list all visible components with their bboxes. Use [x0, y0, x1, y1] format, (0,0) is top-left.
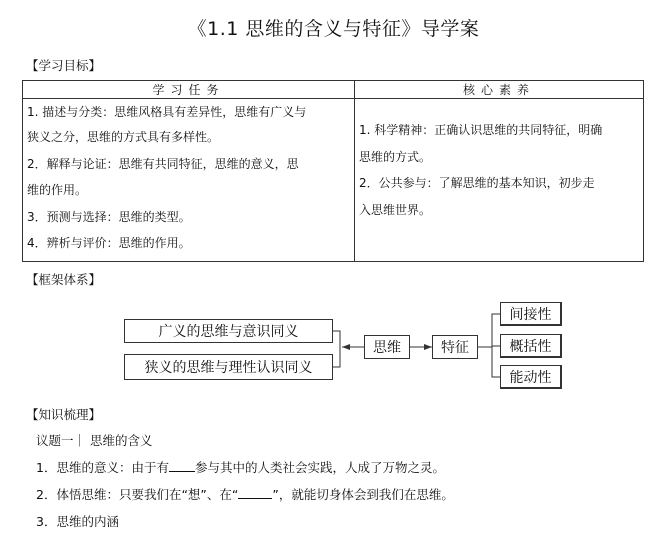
knowledge-item-2: [36, 485, 454, 503]
section-framework-heading: 【框架体系】: [26, 272, 102, 287]
competencies-cell: [355, 99, 644, 262]
broad-definition-box: 广义的思维与意识同义: [124, 319, 333, 343]
feature-general-box: 概括性: [500, 334, 562, 358]
task-line: 1. 描述与分类：思维风格具有差异性，思维有广义与: [27, 105, 307, 119]
header-competencies: 核心素养: [355, 81, 644, 99]
task-line: 4．辨析与评价：思维的作用。: [27, 236, 191, 250]
fill-blank-2[interactable]: [238, 488, 272, 499]
diagram-connectors: [0, 300, 667, 390]
topic-line: 议题一｜ 思维的含义: [36, 433, 153, 448]
task-line: 2．解释与论证：思维有共同特征，思维的意义，思: [27, 156, 299, 171]
item2-prefix: 2．体悟思维：只要我们在“想”、在“: [36, 487, 239, 502]
fill-blank-1[interactable]: [169, 461, 195, 472]
page-title: 《1.1 思维的含义与特征》导学案: [187, 18, 480, 40]
item1-suffix: 参与其中的人类社会实践，人成了万物之灵。: [194, 460, 445, 475]
thinking-box: 思维: [364, 335, 410, 359]
narrow-definition-box: 狭义的思维与理性认识同义: [124, 354, 333, 380]
feature-active-box: 能动性: [500, 365, 562, 389]
item1-prefix: 1．思维的意义：由于有: [36, 460, 169, 475]
competency-line: 2．公共参与：了解思维的基本知识，初步走: [359, 176, 595, 190]
section-knowledge-heading: 【知识梳理】: [26, 407, 102, 422]
tasks-cell: [23, 99, 355, 262]
feature-box: 特征: [432, 335, 478, 359]
item2-suffix: ”，就能切身体会到我们在思维。: [272, 487, 454, 502]
feature-indirect-box: 间接性: [500, 302, 562, 326]
knowledge-item-1: [36, 458, 445, 476]
task-line: 维的作用。: [27, 183, 88, 197]
task-line: 狭义之分，思维的方式具有多样性。: [27, 130, 220, 144]
competency-line: 思维的方式。: [359, 149, 432, 164]
competency-line: 入思维世界。: [359, 202, 432, 217]
framework-diagram: [0, 300, 667, 390]
section-goals-heading: 【学习目标】: [26, 58, 102, 73]
task-line: 3．预测与选择：思维的类型。: [27, 209, 191, 224]
header-tasks: 学习任务: [23, 81, 355, 99]
competency-line: 1. 科学精神：正确认识思维的共同特征，明确: [359, 123, 603, 137]
goals-table: [22, 80, 644, 262]
knowledge-item-3: 3．思维的内涵: [36, 514, 119, 529]
